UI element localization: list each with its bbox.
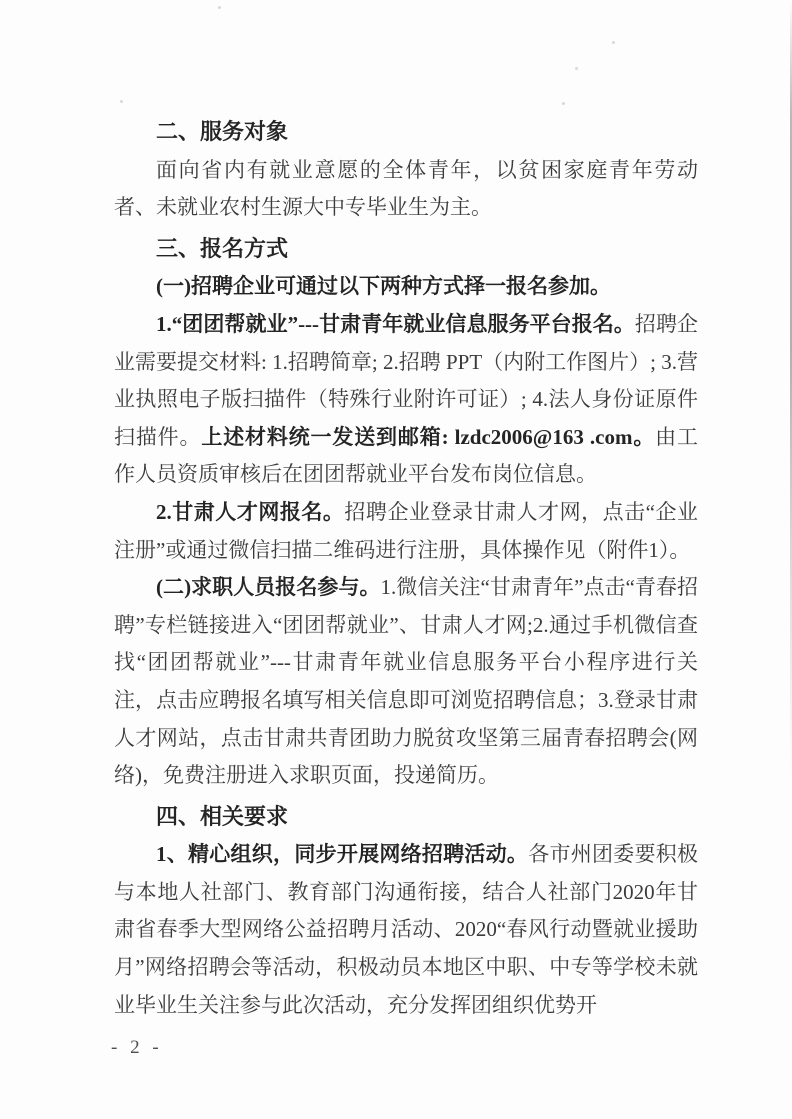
text-segment: 二、服务对象: [156, 119, 289, 144]
text-segment: 各市州团委要积极与本地人社部门、教育部门沟通衔接，结合人社部门2020年甘肃省春季大型网络公益招聘月活动、2020“春风行动暨就业援助月”网络招聘会等活动，积极动员本地区中职、中专等学校未就业毕业生关注参与此次活动，充分发挥团组织优势开: [114, 842, 699, 1017]
text-segment: 上述材料统一发送到邮箱: lzdc2006@163 .com。: [201, 424, 656, 449]
document-body: [114, 110, 698, 1024]
text-segment: 2.甘肃人才网报名。: [156, 499, 345, 524]
text-segment: 面向省内有就业意愿的全体青年，以贫困家庭青年劳动者、未就业农村生源大中专毕业生为主。: [114, 157, 698, 220]
scan-speckle: [218, 6, 221, 9]
text-segment: 1.“团团帮就业”---甘肃青年就业信息服务平台报名。: [156, 311, 635, 336]
paragraph: [114, 569, 698, 795]
scan-speckle: [612, 41, 615, 44]
section-heading: [114, 798, 698, 836]
paragraph: [114, 306, 698, 494]
text-segment: 由工作人员资质审核后在团团帮就业平台发布岗位信息。: [114, 424, 699, 487]
scan-speckle: [562, 102, 565, 105]
paragraph: [114, 494, 698, 569]
paragraph: [114, 152, 698, 227]
page-number: - 2 -: [111, 1037, 163, 1058]
section-heading: [114, 230, 698, 268]
text-segment: 招聘企业需要提交材料: 1.招聘简章; 2.招聘 PPT（内附工作图片）; 3.营业执照电子版扫描件（特殊行业附许可证）; 4.法人身份证原件扫描件。: [114, 311, 698, 449]
text-segment: 四、相关要求: [156, 803, 289, 829]
text-segment: (二)求职人员报名参与。: [156, 575, 381, 600]
paragraph: [114, 268, 698, 306]
text-segment: 招聘企业登录甘肃人才网，点击“企业注册”或通过微信扫描二维码进行注册，具体操作见（附件1）。: [114, 499, 698, 562]
text-segment: 三、报名方式: [156, 235, 289, 261]
scan-speckle: [575, 67, 578, 70]
text-segment: 1.微信关注“甘肃青年”点击“青春招聘”专栏链接进入“团团帮就业”、甘肃人才网;2.通过手机微信查找“团团帮就业”---甘肃青年就业信息服务平台小程序进行关注，点击应聘报名填写相关信息即可浏览招聘信息；3.登录甘肃人才网站，点击甘肃共青团助力脱贫攻坚第三届青春招聘会(网络)，免费注册进入求职页面，投递简历。: [114, 575, 698, 788]
scan-speckle: [120, 100, 123, 103]
section-heading: [114, 113, 698, 151]
text-segment: (一)招聘企业可通过以下两种方式择一报名参加。: [156, 274, 611, 299]
text-segment: 1、精心组织，同步开展网络招聘活动。: [156, 842, 529, 867]
paragraph: [114, 836, 698, 1024]
